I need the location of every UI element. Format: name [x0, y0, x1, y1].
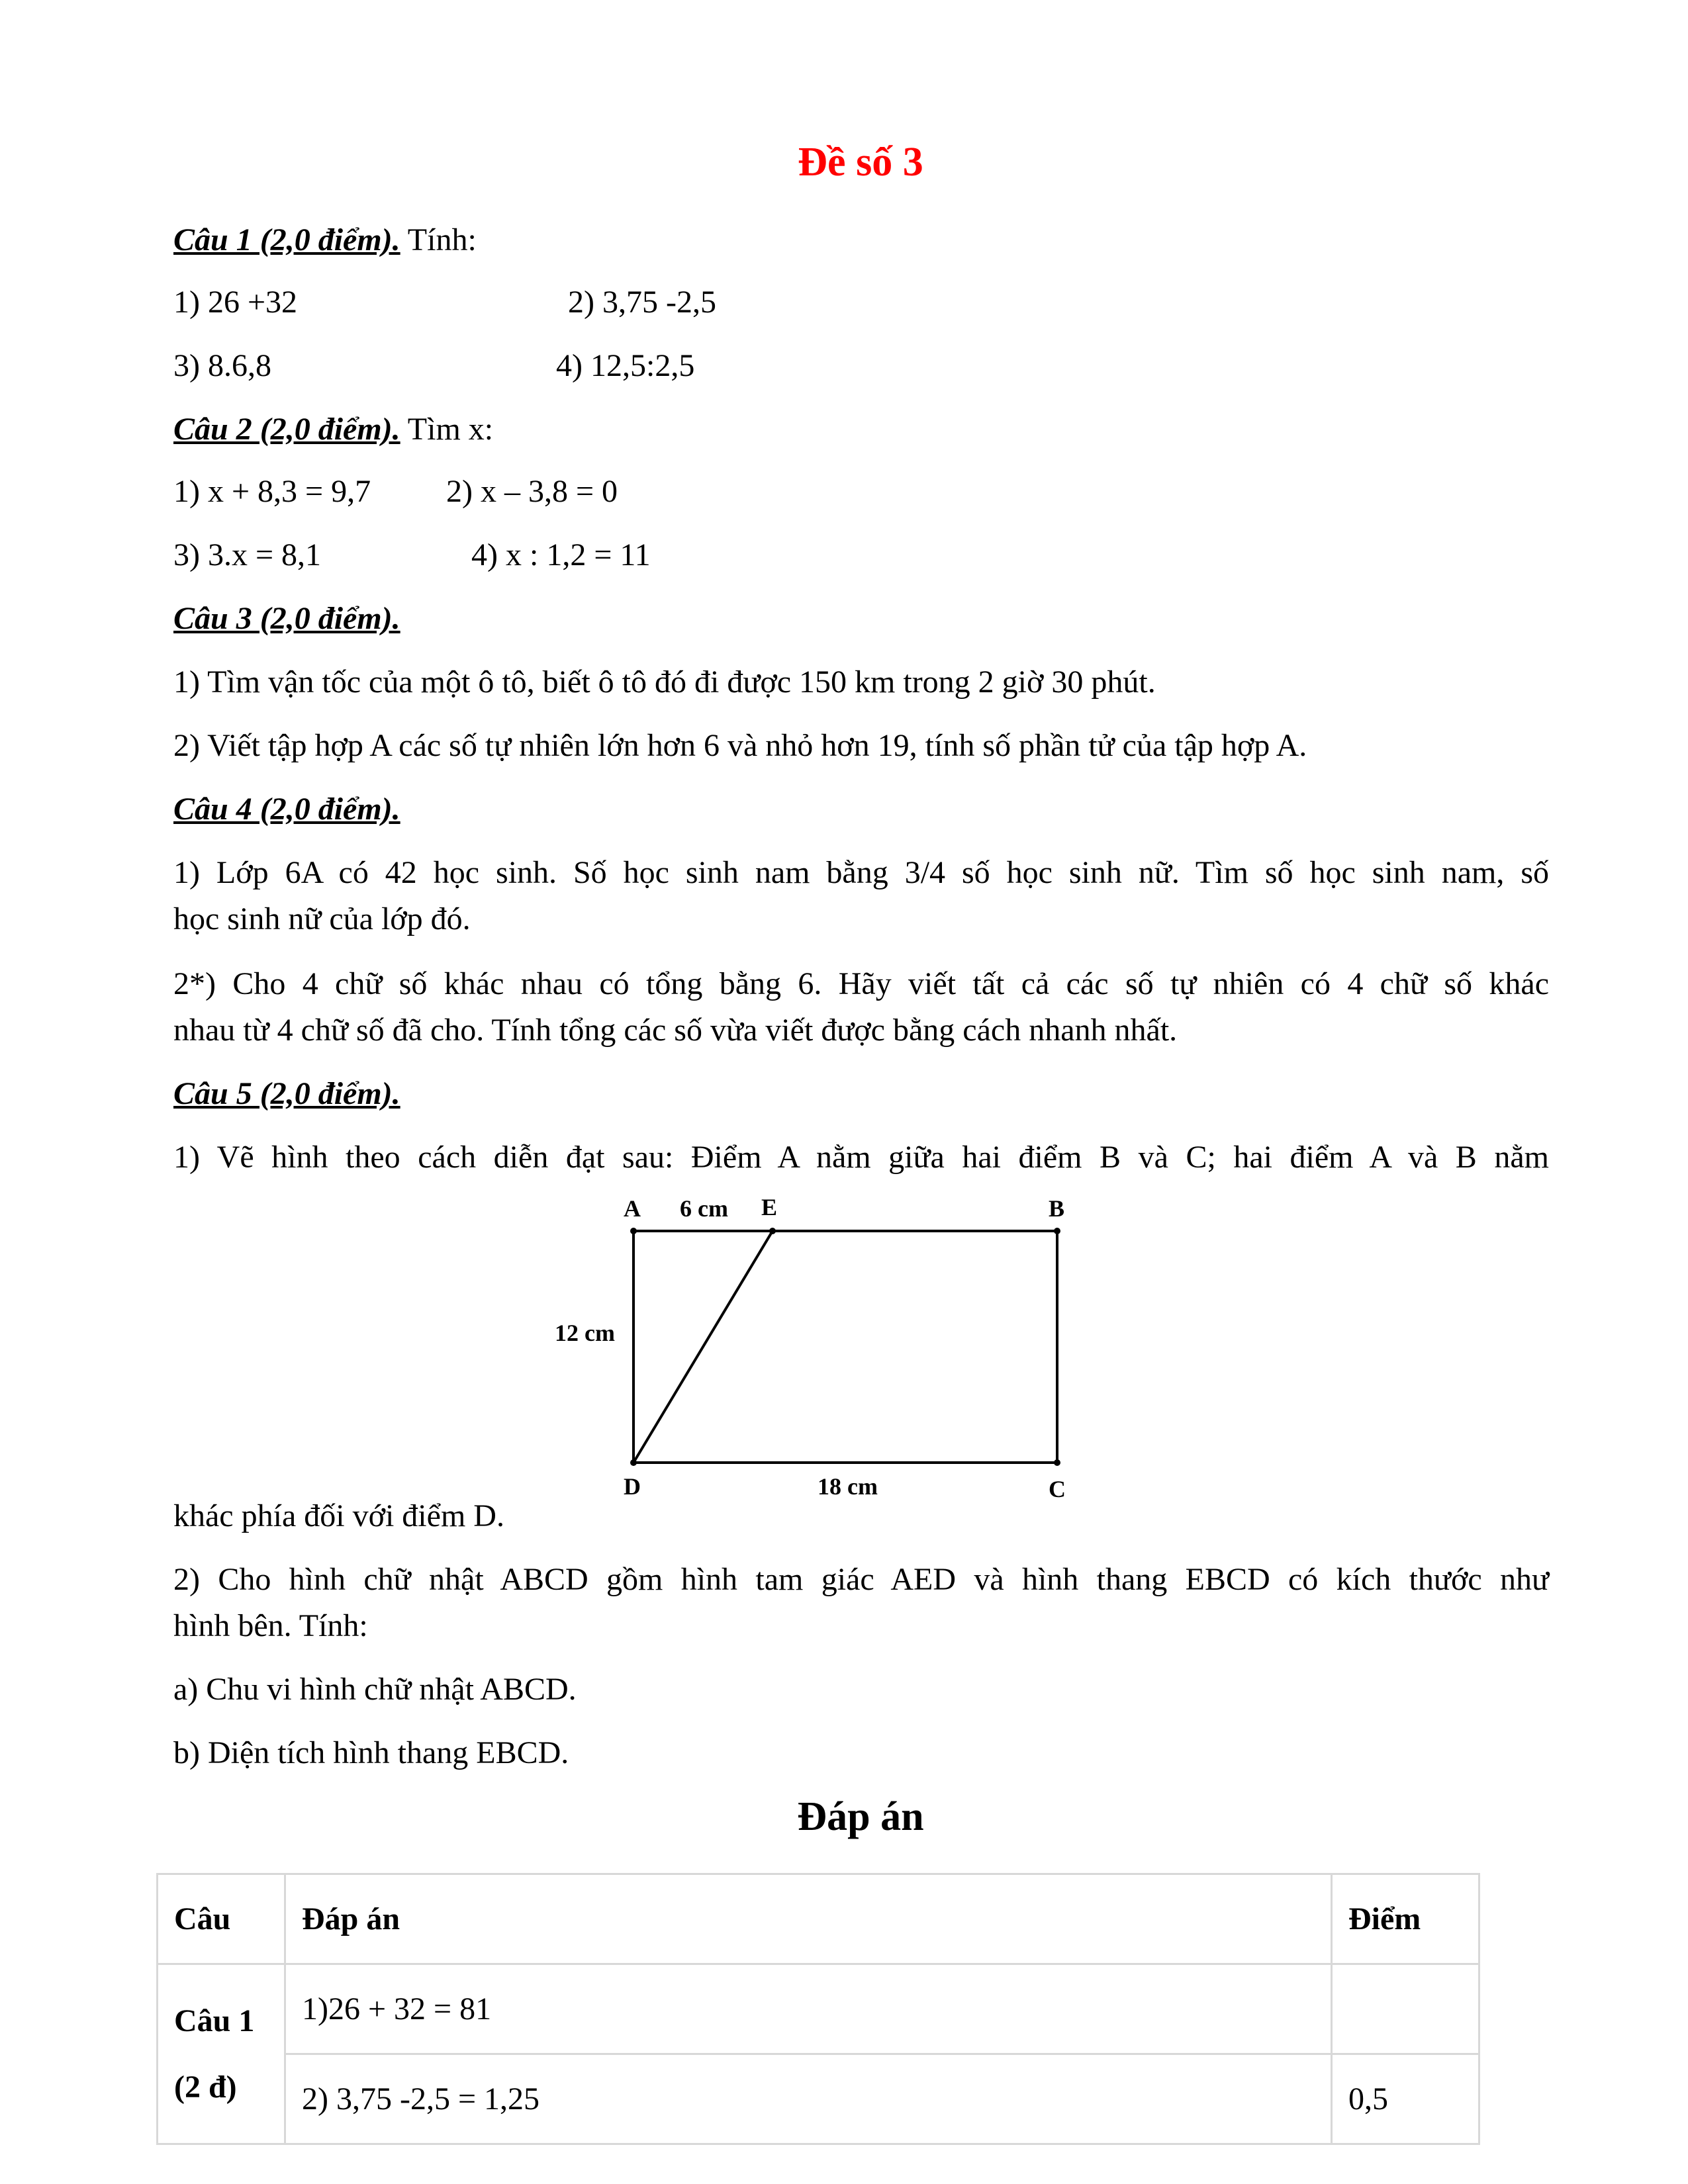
point-e [769, 1228, 776, 1234]
answer-1-2: 2) 3,75 -2,5 = 1,25 [285, 2054, 1332, 2144]
table-row [158, 1964, 1479, 2054]
header-diem: Điểm [1332, 1874, 1479, 1964]
question-2-line [173, 406, 493, 453]
q1-item-1: 1) 26 +32 [173, 285, 298, 320]
cau-1-label: Câu 1 [174, 2003, 255, 2038]
q1-item-2: 2) 3,75 -2,5 [568, 285, 716, 320]
header-cau: Câu [158, 1874, 285, 1964]
label-ad-length: 12 cm [555, 1320, 615, 1346]
question-2-heading: Câu 2 (2,0 điểm). [173, 412, 400, 447]
label-e: E [761, 1194, 778, 1220]
q5-part-1-line-2: khác phía đối với điểm D. [173, 1498, 504, 1533]
label-b: B [1049, 1195, 1065, 1222]
points-1-1 [1332, 1964, 1479, 2054]
answer-table [156, 1873, 1480, 2145]
q2-item-1: 1) x + 8,3 = 9,7 [173, 474, 371, 509]
question-3-line [173, 596, 400, 642]
segment-de [633, 1231, 773, 1463]
cau-1-cell [158, 1964, 285, 2144]
q2-item-4: 4) x : 1,2 = 11 [471, 537, 651, 572]
label-c: C [1049, 1476, 1066, 1502]
q4-part-1-line-1: 1) Lớp 6A có 42 học sinh. Số học sinh nam bằng 3/4 số học sinh nữ. Tìm số học sinh nam, số [173, 855, 1549, 890]
point-a [630, 1228, 637, 1234]
rectangle-abcd [633, 1231, 1057, 1463]
table-header-row [158, 1874, 1479, 1964]
q1-item-3: 3) 8.6,8 [173, 348, 271, 383]
rectangle-figure [543, 1191, 1099, 1516]
label-dc-length: 18 cm [818, 1473, 878, 1500]
table-row [158, 2054, 1479, 2144]
page-title: Đề số 3 [798, 140, 923, 185]
question-2-instruction: Tìm x: [400, 412, 494, 447]
point-c [1054, 1459, 1060, 1466]
q5-part-2a: a) Chu vi hình chữ nhật ABCD. [173, 1672, 577, 1707]
q4-part-1-line-2: học sinh nữ của lớp đó. [173, 901, 471, 936]
q1-item-4: 4) 12,5:2,5 [556, 348, 695, 383]
question-4-heading: Câu 4 (2,0 điểm). [173, 792, 400, 827]
q5-part-2-line-2: hình bên. Tính: [173, 1608, 368, 1643]
answer-1-1: 1)26 + 32 = 81 [285, 1964, 1332, 2054]
q2-item-2: 2) x – 3,8 = 0 [446, 474, 618, 509]
points-1-2: 0,5 [1332, 2054, 1479, 2144]
label-ae-length: 6 cm [680, 1195, 728, 1222]
answer-title: Đáp án [797, 1794, 924, 1839]
label-a: A [624, 1195, 641, 1222]
q3-part-1: 1) Tìm vận tốc của một ô tô, biết ô tô đó đi được 150 km trong 2 giờ 30 phút. [173, 664, 1156, 700]
point-d [630, 1459, 637, 1466]
header-dap-an: Đáp án [285, 1874, 1332, 1964]
q5-part-2b: b) Diện tích hình thang EBCD. [173, 1735, 569, 1770]
question-5-line [173, 1071, 400, 1117]
q5-part-1-line-1: 1) Vẽ hình theo cách diễn đạt sau: Điểm A nằm giữa hai điểm B và C; hai điểm A và B nằm [173, 1140, 1549, 1175]
q5-part-2-line-1: 2) Cho hình chữ nhật ABCD gồm hình tam giác AED và hình thang EBCD có kích thước như [173, 1562, 1549, 1597]
question-3-heading: Câu 3 (2,0 điểm). [173, 601, 400, 636]
label-d: D [624, 1473, 641, 1500]
cau-1-points-total: (2 đ) [174, 2069, 237, 2105]
question-1-line [173, 217, 477, 263]
question-5-heading: Câu 5 (2,0 điểm). [173, 1076, 400, 1111]
point-b [1054, 1228, 1060, 1234]
q4-part-2-line-2: nhau từ 4 chữ số đã cho. Tính tổng các số vừa viết được bằng cách nhanh nhất. [173, 1013, 1178, 1048]
q3-part-2: 2) Viết tập hợp A các số tự nhiên lớn hơn 6 và nhỏ hơn 19, tính số phần tử của tập hợp A. [173, 728, 1307, 763]
question-1-instruction: Tính: [400, 222, 477, 257]
q2-item-3: 3) 3.x = 8,1 [173, 537, 322, 572]
question-4-line [173, 786, 400, 833]
q4-part-2-line-1: 2*) Cho 4 chữ số khác nhau có tổng bằng 6. Hãy viết tất cả các số tự nhiên có 4 chữ số khác [173, 966, 1549, 1001]
question-1-heading: Câu 1 (2,0 điểm). [173, 222, 400, 257]
